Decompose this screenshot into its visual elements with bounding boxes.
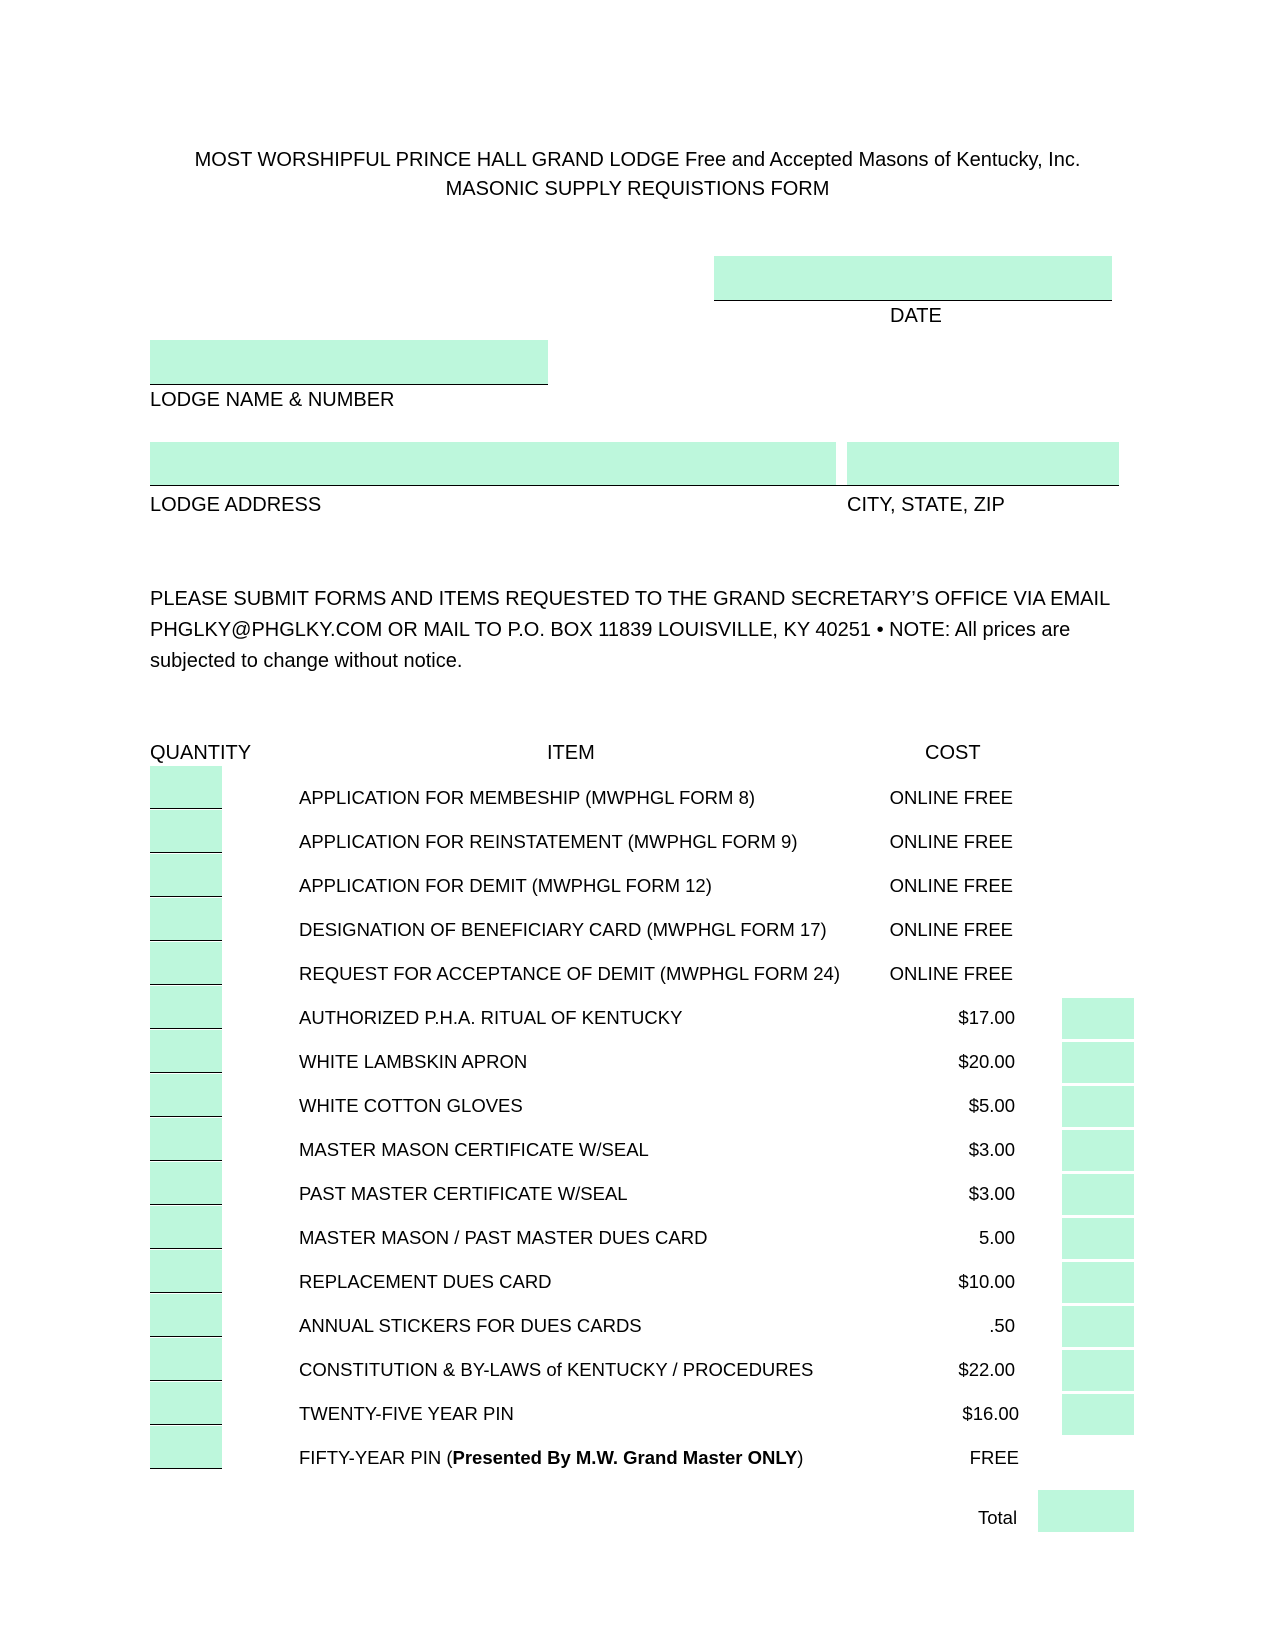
total-label: Total: [978, 1507, 1018, 1528]
item-cost: $3.00: [968, 1139, 1015, 1160]
item-cost: ONLINE FREE: [889, 875, 1013, 896]
quantity-input[interactable]: [150, 1074, 222, 1117]
quantity-input[interactable]: [150, 810, 222, 853]
item-cost: ONLINE FREE: [889, 963, 1013, 984]
item-cost: 5.00: [978, 1227, 1015, 1248]
item-name: AUTHORIZED P.H.A. RITUAL OF KENTUCKY: [299, 1007, 683, 1028]
amount-input[interactable]: [1062, 1174, 1134, 1215]
item-cost: $10.00: [958, 1271, 1015, 1292]
amount-input[interactable]: [1062, 1042, 1134, 1083]
item-name-fifty-year-pin: [299, 1447, 803, 1469]
amount-input[interactable]: [1062, 1086, 1134, 1127]
quantity-input[interactable]: [150, 898, 222, 941]
item-name: WHITE COTTON GLOVES: [299, 1095, 523, 1116]
amount-input[interactable]: [1062, 1130, 1134, 1171]
date-label: DATE: [890, 305, 942, 327]
item-cost: $16.00: [962, 1403, 1019, 1424]
quantity-input[interactable]: [150, 1338, 222, 1381]
form-title: MOST WORSHIPFUL PRINCE HALL GRAND LODGE Free and Accepted Masons of Kentucky, Inc.: [194, 149, 1081, 171]
amount-input[interactable]: [1062, 1218, 1134, 1259]
item-name: ANNUAL STICKERS FOR DUES CARDS: [299, 1315, 642, 1336]
lodge-address-field[interactable]: [150, 442, 836, 486]
amount-input[interactable]: [1062, 1394, 1134, 1435]
quantity-input[interactable]: [150, 1030, 222, 1073]
quantity-input[interactable]: [150, 1250, 222, 1293]
lodge-address-label: LODGE ADDRESS: [150, 494, 322, 516]
item-name-suffix: ): [797, 1447, 804, 1468]
address-underline: [150, 485, 1119, 486]
amount-input[interactable]: [1062, 1262, 1134, 1303]
total-input[interactable]: [1038, 1490, 1134, 1532]
item-name-bold-note: Presented By M.W. Grand Master ONLY: [452, 1447, 798, 1468]
item-cost: .50: [989, 1315, 1015, 1336]
quantity-input[interactable]: [150, 1426, 222, 1469]
quantity-input[interactable]: [150, 1206, 222, 1249]
item-cost: $3.00: [968, 1183, 1015, 1204]
item-cost: FREE: [969, 1447, 1019, 1468]
item-name: APPLICATION FOR DEMIT (MWPHGL FORM 12): [299, 875, 712, 896]
item-cost: $5.00: [968, 1095, 1015, 1116]
amount-input[interactable]: [1062, 1306, 1134, 1347]
item-header: ITEM: [547, 742, 595, 764]
quantity-input[interactable]: [150, 1162, 222, 1205]
item-name: REPLACEMENT DUES CARD: [299, 1271, 552, 1292]
item-name: DESIGNATION OF BENEFICIARY CARD (MWPHGL FORM 17): [299, 919, 827, 940]
item-name: CONSTITUTION & BY-LAWS of KENTUCKY / PROCEDURES: [299, 1359, 814, 1380]
quantity-header: QUANTITY: [150, 742, 252, 764]
item-name: PAST MASTER CERTIFICATE W/SEAL: [299, 1183, 628, 1204]
quantity-input[interactable]: [150, 1118, 222, 1161]
amount-input[interactable]: [1062, 998, 1134, 1039]
item-cost: $22.00: [958, 1359, 1015, 1380]
quantity-input[interactable]: [150, 854, 222, 897]
item-cost: $17.00: [958, 1007, 1015, 1028]
quantity-input[interactable]: [150, 942, 222, 985]
item-cost: $20.00: [958, 1051, 1015, 1072]
item-name: APPLICATION FOR REINSTATEMENT (MWPHGL FORM 9): [299, 831, 798, 852]
item-cost: ONLINE FREE: [889, 919, 1013, 940]
item-name: REQUEST FOR ACCEPTANCE OF DEMIT (MWPHGL FORM 24): [299, 963, 840, 984]
amount-input[interactable]: [1062, 1350, 1134, 1391]
date-field[interactable]: [714, 256, 1112, 301]
city-state-zip-label: CITY, STATE, ZIP: [847, 494, 1005, 516]
submission-instructions: PLEASE SUBMIT FORMS AND ITEMS REQUESTED TO THE GRAND SECRETARY’S OFFICE VIA EMAIL PHGLKY@PHGLKY.COM OR MAIL TO P.O. BOX 11839 LOUISVILLE, KY 40251 • NOTE: All prices are subjected to change without notice.: [150, 588, 1110, 672]
item-cost: ONLINE FREE: [889, 831, 1013, 852]
lodge-name-label: LODGE NAME & NUMBER: [150, 389, 395, 411]
lodge-name-field[interactable]: [150, 340, 548, 385]
form-subtitle: MASONIC SUPPLY REQUISTIONS FORM: [445, 178, 830, 200]
city-state-zip-field[interactable]: [847, 442, 1119, 486]
quantity-input[interactable]: [150, 1382, 222, 1425]
item-name: MASTER MASON / PAST MASTER DUES CARD: [299, 1227, 708, 1248]
quantity-input[interactable]: [150, 766, 222, 809]
item-name: APPLICATION FOR MEMBESHIP (MWPHGL FORM 8): [299, 787, 756, 808]
quantity-input[interactable]: [150, 986, 222, 1029]
item-name-prefix: FIFTY-YEAR PIN (: [299, 1447, 453, 1468]
cost-header: COST: [925, 742, 981, 764]
item-name: WHITE LAMBSKIN APRON: [299, 1051, 528, 1072]
item-cost: ONLINE FREE: [889, 787, 1013, 808]
quantity-input[interactable]: [150, 1294, 222, 1337]
item-name: MASTER MASON CERTIFICATE W/SEAL: [299, 1139, 649, 1160]
item-name: TWENTY-FIVE YEAR PIN: [299, 1403, 514, 1424]
